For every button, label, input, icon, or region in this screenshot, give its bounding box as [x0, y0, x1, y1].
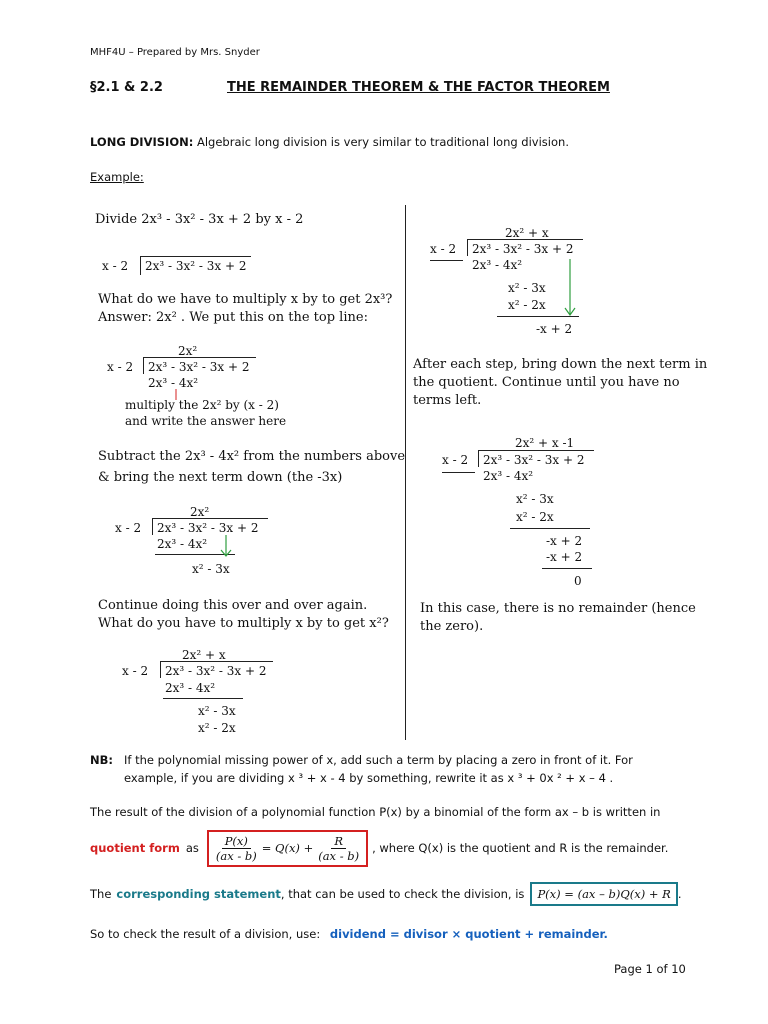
- corresponding-line: [90, 882, 681, 906]
- r-subtract-line-3: [542, 568, 592, 569]
- course-header: MHF4U – Prepared by Mrs. Snyder: [90, 47, 260, 58]
- divisor-3: x - 2: [115, 521, 142, 535]
- subtract-text-2: & bring the next term down (the -3x): [98, 470, 343, 485]
- r-text-1: After each step, bring down the next term in: [413, 357, 708, 372]
- question-1: What do we have to multiply x by to get 2x³?: [98, 292, 393, 307]
- dividend-2: 2x³ - 3x² - 3x + 2: [148, 360, 250, 374]
- note-write: and write the answer here: [125, 414, 287, 428]
- corresponding-end: .: [677, 887, 682, 901]
- r-text-3: terms left.: [413, 393, 482, 408]
- r-bring-down-arrow: [562, 258, 578, 318]
- r-subtraction-3: 2x³ - 4x²: [483, 469, 534, 483]
- subtraction-step-2: 2x³ - 4x²: [157, 537, 208, 551]
- r-quotient-2: 2x² + x -1: [515, 436, 575, 450]
- divisor-4: x - 2: [122, 664, 149, 678]
- column-divider: [405, 205, 406, 740]
- check-pre: So to check the result of a division, use:: [90, 927, 321, 941]
- r-divisor-2: x - 2: [442, 453, 469, 467]
- r-remainder-4: -x + 2: [546, 534, 583, 548]
- dividend-1: 2x³ - 3x² - 3x + 2: [145, 259, 247, 273]
- long-division-label: LONG DIVISION:: [90, 135, 194, 149]
- subtraction-step-1: 2x³ - 4x²: [148, 376, 199, 390]
- subtraction-step-3: 2x³ - 4x²: [165, 681, 216, 695]
- dividend-4: 2x³ - 3x² - 3x + 2: [165, 664, 267, 678]
- quotient-form-line: [90, 833, 668, 863]
- answer-1: Answer: 2x² . We put this on the top line:: [98, 310, 368, 325]
- r-remainder-2: -x + 2: [536, 322, 573, 336]
- r-subtraction-4: x² - 2x: [516, 510, 554, 524]
- quotient-step-1: 2x²: [178, 344, 198, 358]
- page-number: Page 1 of 10: [614, 962, 686, 976]
- page-title: THE REMAINDER THEOREM & THE FACTOR THEOREM: [227, 80, 610, 95]
- corresponding-post: , that can be used to check the division, is: [280, 887, 525, 901]
- corresponding-formula-box: P(x) = (ax – b)Q(x) + R: [530, 882, 677, 906]
- nb-line-1: If the polynomial missing power of x, add such a term by placing a zero in front of it. For: [124, 753, 633, 767]
- quotient-step-2: 2x²: [190, 505, 210, 519]
- quotient-form-label: quotient form: [90, 841, 180, 855]
- fraction-r-over-divisor: $\frac{R}{(ax - b)}$: [318, 833, 360, 863]
- r-end-text-2: the zero).: [420, 619, 484, 634]
- r-underline-divisor-2: [442, 472, 475, 473]
- r-remainder-3: x² - 3x: [516, 492, 554, 506]
- r-dividend-2: 2x³ - 3x² - 3x + 2: [483, 453, 585, 467]
- nb-line-2: example, if you are dividing x ³ + x - 4 by something, rewrite it as x ³ + 0x ² + x – 4 .: [124, 771, 614, 785]
- quotient-after: , where Q(x) is the quotient and R is the remainder.: [372, 841, 669, 855]
- quotient-intro: The result of the division of a polynomial function P(x) by a binomial of the form ax – b is written in: [90, 805, 661, 819]
- r-subtraction-2: x² - 2x: [508, 298, 546, 312]
- r-divisor-1: x - 2: [430, 242, 457, 256]
- nb-label: NB:: [90, 753, 113, 767]
- check-formula: dividend = divisor × quotient + remainder.: [329, 927, 608, 941]
- corresponding-label: corresponding statement: [116, 887, 281, 901]
- subtract-line-2: [163, 698, 243, 699]
- r-subtraction-1: 2x³ - 4x²: [472, 258, 523, 272]
- note-multiply: multiply the 2x² by (x - 2): [125, 398, 279, 412]
- equals-q: = Q(x) +: [261, 841, 314, 855]
- section-number: §2.1 & 2.2: [90, 80, 163, 95]
- continue-text-2: What do you have to multiply x by to get x²?: [98, 616, 389, 631]
- r-zero-remainder: 0: [574, 574, 582, 588]
- remainder-step-2: x² - 3x: [192, 562, 230, 576]
- divisor-1: x - 2: [102, 259, 129, 273]
- r-underline-divisor: [430, 260, 463, 261]
- continue-text-1: Continue doing this over and over again.: [98, 598, 368, 613]
- subtract-text-1: Subtract the 2x³ - 4x² from the numbers above: [98, 449, 406, 464]
- divide-prompt: Divide 2x³ - 3x² - 3x + 2 by x - 2: [95, 212, 304, 227]
- quotient-step-3: 2x² + x: [182, 648, 226, 662]
- r-end-text-1: In this case, there is no remainder (hence: [420, 601, 696, 616]
- intro-line: [90, 135, 569, 149]
- as-word: as: [185, 841, 199, 855]
- fraction-p-over-divisor: $\frac{P(x)}{(ax - b)}$: [215, 833, 257, 863]
- r-subtraction-5: -x + 2: [546, 550, 583, 564]
- r-remainder-1: x² - 3x: [508, 281, 546, 295]
- corresponding-pre: The: [90, 887, 112, 901]
- r-text-2: the quotient. Continue until you have no: [413, 375, 680, 390]
- subtraction-step-4: x² - 2x: [198, 721, 236, 735]
- divisor-2: x - 2: [107, 360, 134, 374]
- dividend-3: 2x³ - 3x² - 3x + 2: [157, 521, 259, 535]
- r-subtract-line-2: [510, 528, 590, 529]
- intro-text: Algebraic long division is very similar to traditional long division.: [196, 135, 569, 149]
- example-label: Example:: [90, 170, 144, 184]
- check-line: [90, 927, 608, 941]
- remainder-step-3: x² - 3x: [198, 704, 236, 718]
- r-dividend-1: 2x³ - 3x² - 3x + 2: [472, 242, 574, 256]
- r-quotient-1: 2x² + x: [505, 226, 549, 240]
- bring-down-arrow: [219, 534, 233, 558]
- quotient-form-box: [207, 830, 368, 867]
